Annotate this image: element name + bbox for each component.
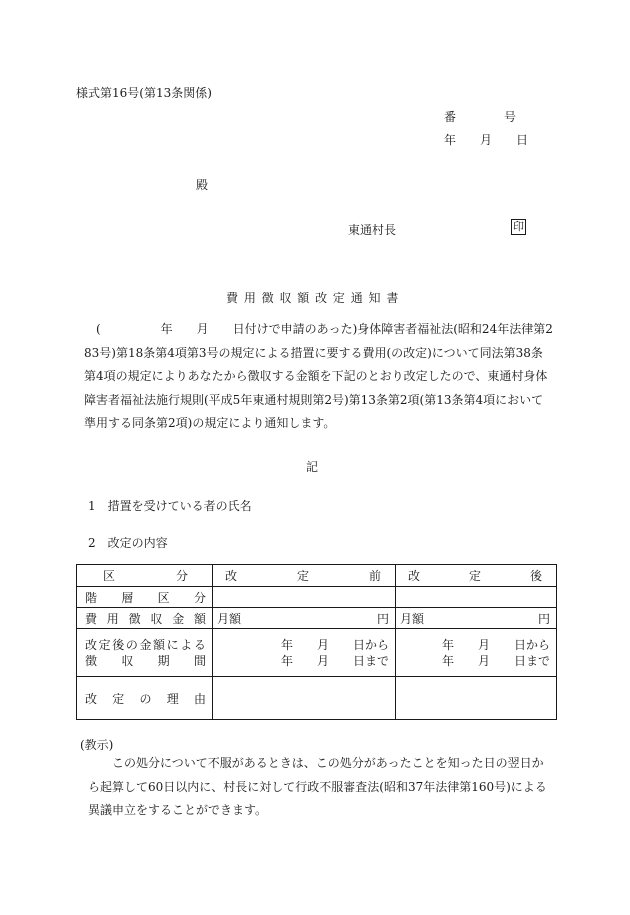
fee-before-cell: 月額 円 <box>213 608 396 629</box>
revision-table <box>76 564 557 720</box>
item-number: 1 <box>88 499 96 513</box>
header-after-cell: 改 定 後 <box>396 565 557 587</box>
item-1 <box>88 497 252 514</box>
table-header-row <box>77 565 557 587</box>
item-text: 措置を受けている者の氏名 <box>107 499 252 513</box>
level-label-cell: 階 層 区 分 <box>77 587 213 608</box>
fee-label-cell: 費 用 徴 収 金 額 <box>77 608 213 629</box>
table-row <box>77 608 557 629</box>
header-category-cell: 区 分 <box>77 565 213 587</box>
instruction-heading: (教示) <box>80 738 114 752</box>
form-number: 様式第16号(第13条関係) <box>76 86 212 100</box>
instruction-text: この処分について不服があるときは、この処分があったことを知った日の翌日から起算して60日以内に、村長に対して行政不服審査法(昭和37年法律第160号)による異議申立をすることができます。 <box>88 756 547 817</box>
document-title: 費 用 徴 収 額 改 定 通 知 書 <box>226 291 400 305</box>
table-row <box>77 629 557 677</box>
period-label-cell: 改 定 後 の 金 額 に よ る 徴 収 期 間 <box>77 629 213 677</box>
addressee-suffix: 殿 <box>196 178 209 192</box>
item-text: 改定の内容 <box>107 536 168 550</box>
period-before-to: 年 月 日まで <box>280 653 389 668</box>
item-2 <box>88 534 168 551</box>
ki-heading: 記 <box>306 460 319 474</box>
fee-after-cell: 月額 円 <box>396 608 557 629</box>
period-before-cell <box>213 629 396 677</box>
reason-after-cell <box>396 677 557 720</box>
period-after-to: 年 月 日まで <box>441 653 550 668</box>
seal-mark <box>511 219 526 235</box>
document-date-label: 年 月 日 <box>444 133 529 147</box>
level-after-cell <box>396 587 557 608</box>
item-number: 2 <box>88 536 96 550</box>
level-before-cell <box>213 587 396 608</box>
period-after-from: 年 月 日から <box>441 637 550 652</box>
period-before-from: 年 月 日から <box>280 637 389 652</box>
table-row <box>77 587 557 608</box>
header-before-cell: 改 定 前 <box>213 565 396 587</box>
seal-text: 印 <box>513 220 524 233</box>
body-paragraph: ( 年 月 日付けで申請のあった)身体障害者福祉法(昭和24年法律第283号)第18条第4項第3号の規定による措置に要する費用(の改定)について同法第38条第4項の規定によりあなたから徴収する金額を下記のとおり改定したので、東通村身体障害者福祉法施行規則(平成5年東通村規則第2号)第13条第2項(第13条第4項において準用する同条第2項)の規定により通知します。 <box>84 322 553 430</box>
reason-label-cell: 改 定 の 理 由 <box>77 677 213 720</box>
reason-before-cell <box>213 677 396 720</box>
issuer-name: 東通村長 <box>348 223 397 237</box>
document-number-label: 番 号 <box>444 110 517 124</box>
period-after-cell <box>396 629 557 677</box>
table-row <box>77 677 557 720</box>
